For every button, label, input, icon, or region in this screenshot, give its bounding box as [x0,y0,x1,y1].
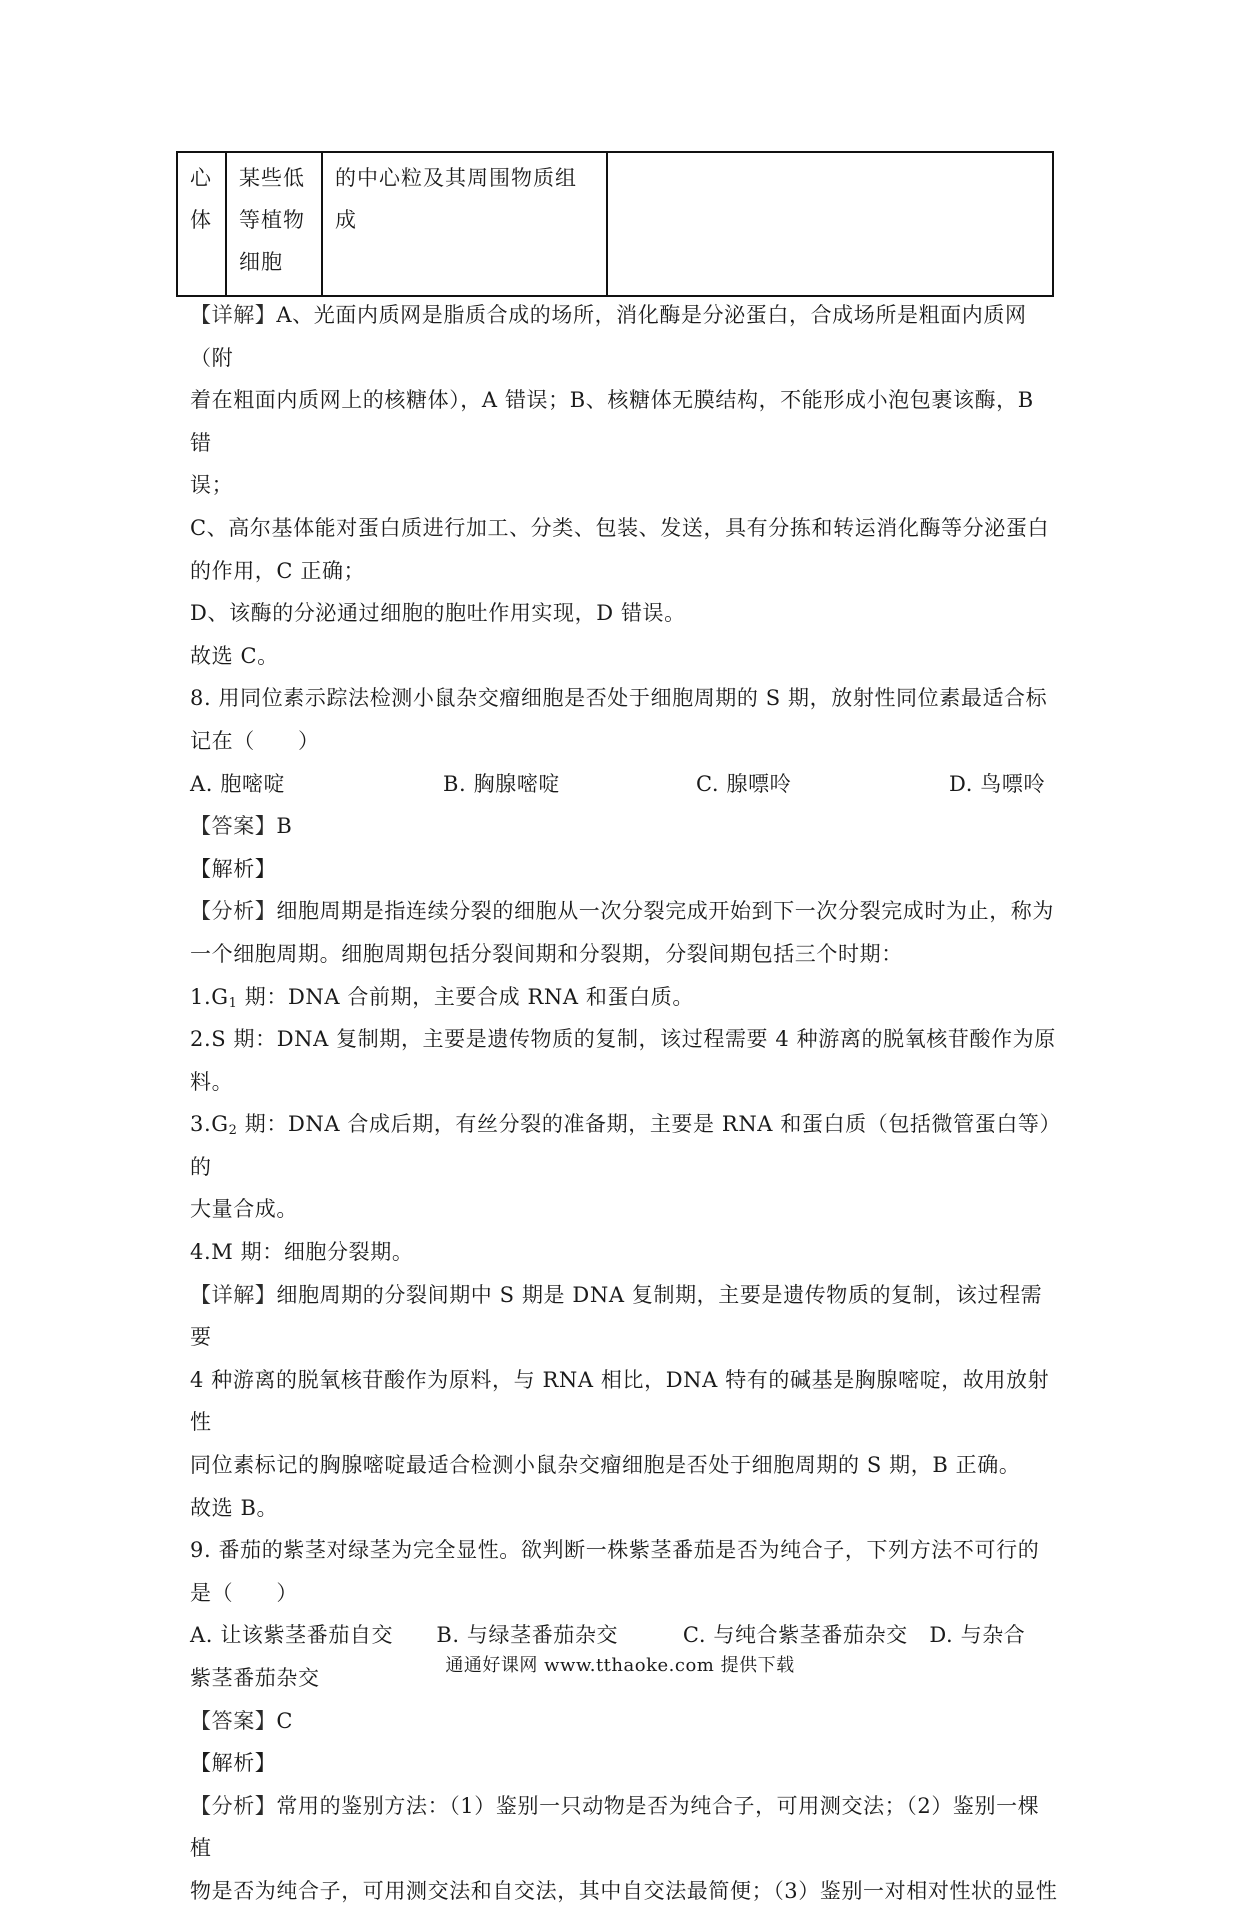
q8-stem: 8. 用同位素示踪法检测小鼠杂交瘤细胞是否处于细胞周期的 S 期，放射性同位素最适合标 [190,686,1048,711]
q7-detail-line: 着在粗面内质网上的核糖体），A 错误；B、核糖体无膜结构，不能形成小泡包裹该酶，B 错 [190,388,1034,455]
q8-detail-line: 【详解】细胞周期的分裂间期中 S 期是 DNA 复制期，主要是遗传物质的复制，该过程需要 [190,1282,1043,1350]
option-c: C. 腺嘌呤 [696,771,792,796]
q7-detail-line: D、该酶的分泌通过细胞的胞吐作用实现，D 错误。 [190,601,686,626]
page-footer: 通通好课网 www.tthaoke.com 提供下载 [445,1655,795,1676]
q8-detail-line: 同位素标记的胸腺嘧啶最适合检测小鼠杂交瘤细胞是否处于细胞周期的 S 期，B 正确。 [190,1453,1021,1478]
q8-g2-line: 大量合成。 [190,1197,298,1222]
q8-conclusion: 故选 B。 [190,1495,279,1520]
q9-options: A. 让该紫茎番茄自交 B. 与绿茎番茄杂交 C. 与纯合紫茎番茄杂交 D. 与杂合 [190,1623,1026,1648]
q7-detail-line: 的作用，C 正确； [190,558,366,583]
table-cell-structure: 的中心粒及其周围物质组 成 [322,152,607,296]
q9-answer: 【答案】C [190,1708,294,1733]
q7-conclusion: 故选 C。 [190,643,279,668]
q8-analysis-line: 一个细胞周期。细胞周期包括分裂间期和分裂期，分裂间期包括三个时期： [190,941,903,966]
table-cell-name: 心 体 [177,152,226,296]
q7-detail-line: 误； [190,473,234,498]
q9-stem: 是（ ） [190,1580,298,1605]
q9-analysis-line: 物是否为纯合子，可用测交法和自交法，其中自交法最简便；（3）鉴别一对相对性状的显性 [190,1878,1058,1903]
q9-stem: 9. 番茄的紫茎对绿茎为完全显性。欲判断一株紫茎番茄是否为纯合子，下列方法不可行的 [190,1538,1040,1563]
q8-g1-line: $1.G_1$ 期：DNA 合前期，主要合成 RNA 和蛋白质。 [190,984,694,1011]
q8-answer: 【答案】B [190,814,293,839]
table-row [177,152,1053,296]
option-a: A. 胞嘧啶 [190,771,286,796]
table-cell-function [607,152,1053,296]
option-d: D. 鸟嘌呤 [949,771,1046,796]
q8-options [190,763,1060,806]
q7-detail-line: 【详解】A、光面内质网是脂质合成的场所，消化酶是分泌蛋白，合成场所是粗面内质网（附 [190,303,1027,370]
q8-s-line: 2.S 期：DNA 复制期，主要是遗传物质的复制，该过程需要 4 种游离的脱氧核苷酸作为原料。 [190,1027,1056,1094]
q8-detail-line: 4 种游离的脱氧核苷酸作为原料，与 RNA 相比，DNA 特有的碱基是胸腺嘧啶，故用放射性 [190,1367,1050,1435]
table-cell-distribution: 某些低 等植物 细胞 [226,152,322,296]
continuation-table [176,151,1054,297]
q8-m-line: 4.M 期：细胞分裂期。 [190,1240,414,1265]
q8-stem: 记在（ ） [190,728,320,753]
q8-analysis-line: 【分析】细胞周期是指连续分裂的细胞从一次分裂完成开始到下一次分裂完成时为止，称为 [190,899,1055,924]
q9-analysis-heading: 【解析】 [190,1751,277,1776]
option-b: B. 胸腺嘧啶 [443,771,560,796]
q9-options: 紫茎番茄杂交 [190,1666,320,1690]
q8-g2-line: $3.G_2$ 期：DNA 合成后期，有丝分裂的准备期，主要是 RNA 和蛋白质（包括微管蛋白等）的 [190,1112,1051,1179]
q9-analysis-line: 【分析】常用的鉴别方法：（1）鉴别一只动物是否为纯合子，可用测交法；（2）鉴别一棵植 [190,1793,1040,1861]
q8-analysis-heading: 【解析】 [190,856,277,881]
q7-detail-line: C、高尔基体能对蛋白质进行加工、分类、包装、发送，具有分拣和转运消化酶等分泌蛋白 [190,515,1050,540]
